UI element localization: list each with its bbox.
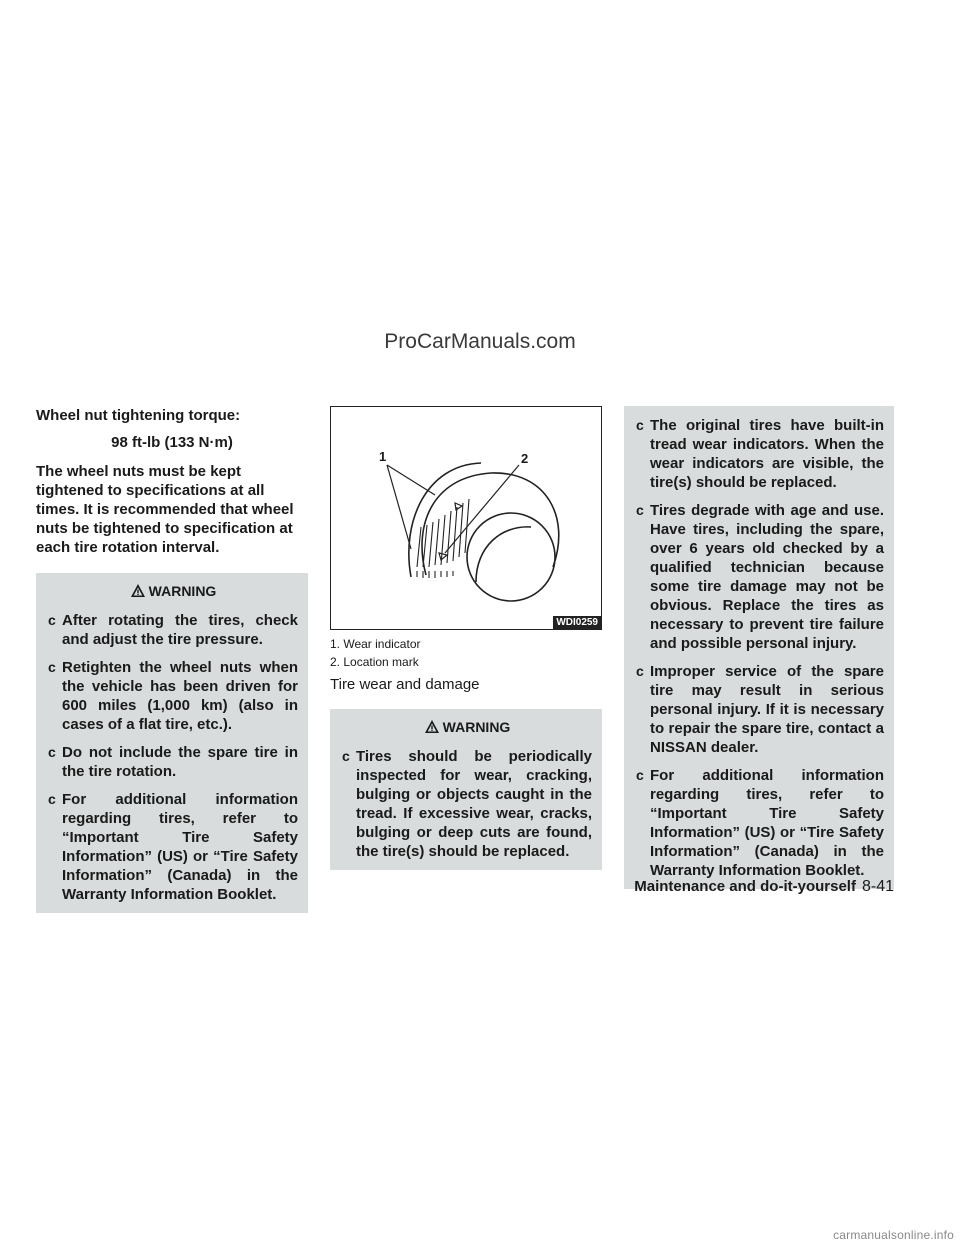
warning-box-continued — [624, 406, 894, 889]
warning-item: c Do not include the spare tire in the tire rotation. — [48, 744, 298, 780]
column-right — [624, 406, 894, 889]
footer-section: Maintenance and do-it-yourself — [634, 878, 856, 895]
warning-header — [342, 719, 592, 735]
section-title: Tire wear and damage — [330, 676, 480, 693]
watermark-top: ProCarManuals.com — [384, 330, 576, 353]
bullet-c-icon: c — [48, 659, 56, 675]
bullet-c-icon: c — [636, 502, 644, 518]
tire-illustration — [331, 407, 601, 629]
tire-wear-figure — [330, 406, 602, 630]
bullet-c-icon: c — [48, 791, 56, 807]
warning-item: c For additional information regarding tires, refer to “Important Tire Safety Information” (US) or “Tire Safety Information” (Canada) in the Warranty Information Booklet. — [48, 791, 298, 903]
warning-item: c The original tires have built-in tread wear indicators. When the wear indicators are visible, the tire(s) should be replaced. — [636, 417, 884, 491]
callout-2: 2 — [521, 451, 529, 466]
warning-item: c Retighten the wheel nuts when the vehicle has been driven for 600 miles (1,000 km) (also in cases of a flat tire, etc.). — [48, 659, 298, 733]
warning-item: c Improper service of the spare tire may result in serious personal injury. If it is necessary to repair the spare tire, contact a NISSAN dealer. — [636, 663, 884, 756]
callout-1: 1 — [379, 449, 387, 464]
bullet-c-icon: c — [636, 767, 644, 783]
page-footer — [0, 878, 894, 896]
warning-item: c After rotating the tires, check and adjust the tire pressure. — [48, 612, 298, 648]
warning-title: WARNING — [442, 719, 511, 735]
page-number: 8-41 — [861, 878, 894, 895]
warning-item: c Tires should be periodically inspected for wear, cracking, bulging or objects caught in the tread. If excessive wear, cracks, bulging or deep cuts are found, the tire(s) should be replaced. — [342, 748, 592, 860]
warning-title: WARNING — [148, 583, 217, 599]
warning-header — [48, 583, 298, 599]
wheel-nut-paragraph: The wheel nuts must be kept tightened to specifications at all times. It is recommended that wheel nuts be tightened to specification at each tire rotation interval. — [36, 463, 294, 556]
column-middle — [330, 406, 602, 870]
column-left — [36, 406, 308, 913]
watermark-bottom: carmanualsonline.info — [833, 1228, 954, 1242]
warning-item: c Tires degrade with age and use. Have tires, including the spare, over 6 years old checked by a qualified technician because some tire damage may not be obvious. Replace the tires as necessary to prevent tire failure and possible personal injury. — [636, 502, 884, 652]
warning-item: c For additional information regarding tires, refer to “Important Tire Safety Information” (US) or “Tire Safety Information” (Canada) in the Warranty Information Booklet. — [636, 767, 884, 879]
bullet-c-icon: c — [636, 663, 644, 679]
warning-box-tire-wear — [330, 709, 602, 870]
bullet-c-icon: c — [48, 612, 56, 628]
torque-title: Wheel nut tightening torque: — [36, 407, 241, 424]
bullet-c-icon: c — [636, 417, 644, 433]
torque-value: 98 ft-lb (133 N·m) — [111, 434, 233, 451]
bullet-c-icon: c — [342, 748, 350, 764]
figure-label-1: 1. Wear indicator — [330, 637, 421, 651]
figure-code: WDI0259 — [553, 616, 601, 629]
figure-label-2: 2. Location mark — [330, 655, 419, 669]
warning-triangle-icon — [424, 719, 440, 735]
warning-triangle-icon — [130, 583, 146, 599]
warning-box-rotation — [36, 573, 308, 913]
bullet-c-icon: c — [48, 744, 56, 760]
